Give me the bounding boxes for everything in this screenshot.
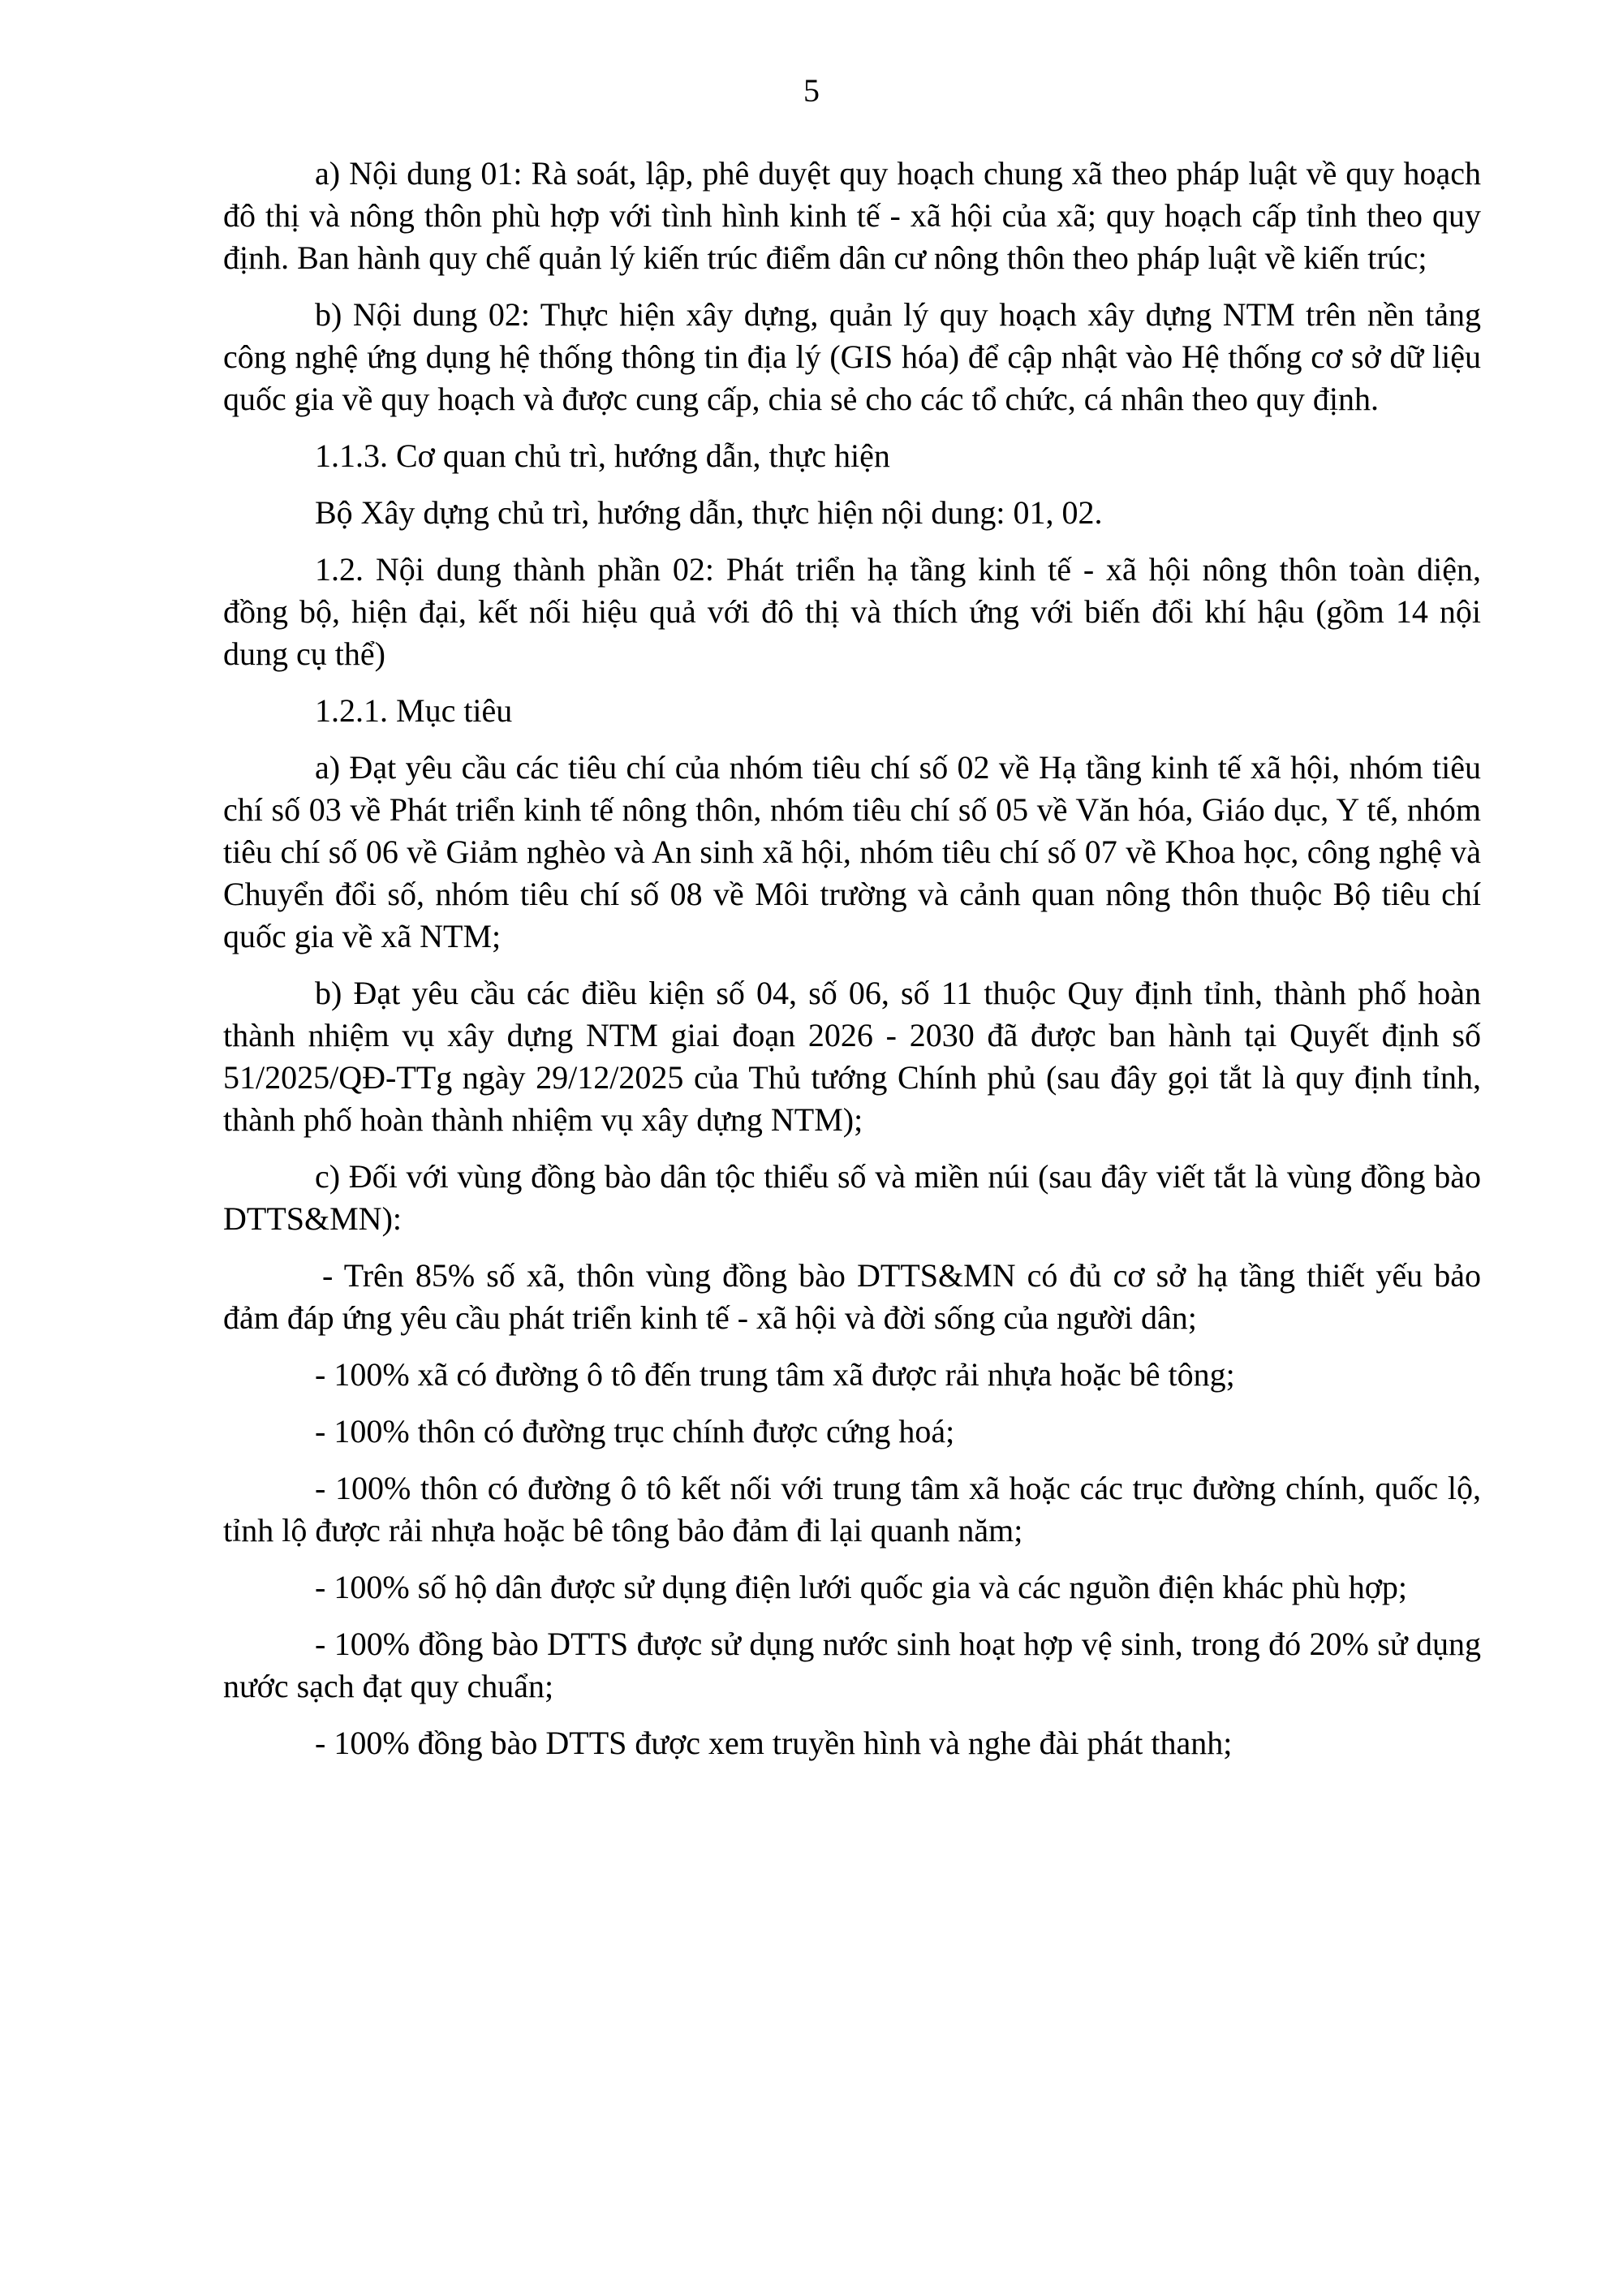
list-item: - Trên 85% số xã, thôn vùng đồng bào DTTS&MN có đủ cơ sở hạ tầng thiết yếu bảo đảm đáp ứng yêu cầu phát triển kinh tế - xã hội và đời sống của người dân; (223, 1257, 1481, 1336)
paragraph-content-01: a) Nội dung 01: Rà soát, lập, phê duyệt quy hoạch chung xã theo pháp luật về quy hoạch đô thị và nông thôn phù hợp với tình hình kinh tế - xã hội của xã; quy hoạch cấp tỉnh theo quy định. Ban hành quy chế quản lý kiến trúc điểm dân cư nông thôn theo pháp luật về kiến trúc; (223, 155, 1481, 276)
list-item: - 100% xã có đường ô tô đến trung tâm xã được rải nhựa hoặc bê tông; (315, 1356, 1235, 1393)
page-number: 5 (803, 72, 820, 109)
list-item: - 100% thôn có đường ô tô kết nối với trung tâm xã hoặc các trục đường chính, quốc lộ, tỉnh lộ được rải nhựa hoặc bê tông bảo đảm đi lại quanh năm; (223, 1470, 1481, 1549)
paragraph-goal-b: b) Đạt yêu cầu các điều kiện số 04, số 06, số 11 thuộc Quy định tỉnh, thành phố hoàn thành nhiệm vụ xây dựng NTM giai đoạn 2026 - 2030 đã được ban hành tại Quyết định số 51/2025/QĐ-TTg ngày 29/12/2025 của Thủ tướng Chính phủ (sau đây gọi tắt là quy định tỉnh, thành phố hoàn thành nhiệm vụ xây dựng NTM); (223, 975, 1481, 1138)
document-body (223, 153, 1481, 1779)
paragraph-ministry: Bộ Xây dựng chủ trì, hướng dẫn, thực hiện nội dung: 01, 02. (315, 494, 1103, 531)
paragraph-goal-a: a) Đạt yêu cầu các tiêu chí của nhóm tiêu chí số 02 về Hạ tầng kinh tế xã hội, nhóm tiêu chí số 03 về Phát triển kinh tế nông thôn, nhóm tiêu chí số 05 về Văn hóa, Giáo dục, Y tế, nhóm tiêu chí số 06 về Giảm nghèo và An sinh xã hội, nhóm tiêu chí số 07 về Khoa học, công nghệ và Chuyển đổi số, nhóm tiêu chí số 08 về Môi trường và cảnh quan nông thôn thuộc Bộ tiêu chí quốc gia về xã NTM; (223, 749, 1481, 954)
heading-1-2-1: 1.2.1. Mục tiêu (315, 692, 513, 729)
heading-1-2: 1.2. Nội dung thành phần 02: Phát triển hạ tầng kinh tế - xã hội nông thôn toàn diện, đồng bộ, hiện đại, kết nối hiệu quả với đô thị và thích ứng với biến đổi khí hậu (gồm 14 nội dung cụ thể) (223, 551, 1481, 672)
list-item: - 100% đồng bào DTTS được xem truyền hình và nghe đài phát thanh; (315, 1725, 1233, 1761)
list-item: - 100% thôn có đường trục chính được cứng hoá; (315, 1413, 955, 1450)
paragraph-goal-c: c) Đối với vùng đồng bào dân tộc thiểu số và miền núi (sau đây viết tắt là vùng đồng bào DTTS&MN): (223, 1158, 1481, 1237)
list-item: - 100% số hộ dân được sử dụng điện lưới quốc gia và các nguồn điện khác phù hợp; (315, 1569, 1407, 1605)
list-item: - 100% đồng bào DTTS được sử dụng nước sinh hoạt hợp vệ sinh, trong đó 20% sử dụng nước sạch đạt quy chuẩn; (223, 1626, 1481, 1704)
paragraph-content-02: b) Nội dung 02: Thực hiện xây dựng, quản lý quy hoạch xây dựng NTM trên nền tảng công nghệ ứng dụng hệ thống thông tin địa lý (GIS hóa) để cập nhật vào Hệ thống cơ sở dữ liệu quốc gia về quy hoạch và được cung cấp, chia sẻ cho các tổ chức, cá nhân theo quy định. (223, 296, 1481, 417)
heading-1-1-3: 1.1.3. Cơ quan chủ trì, hướng dẫn, thực hiện (315, 437, 890, 474)
